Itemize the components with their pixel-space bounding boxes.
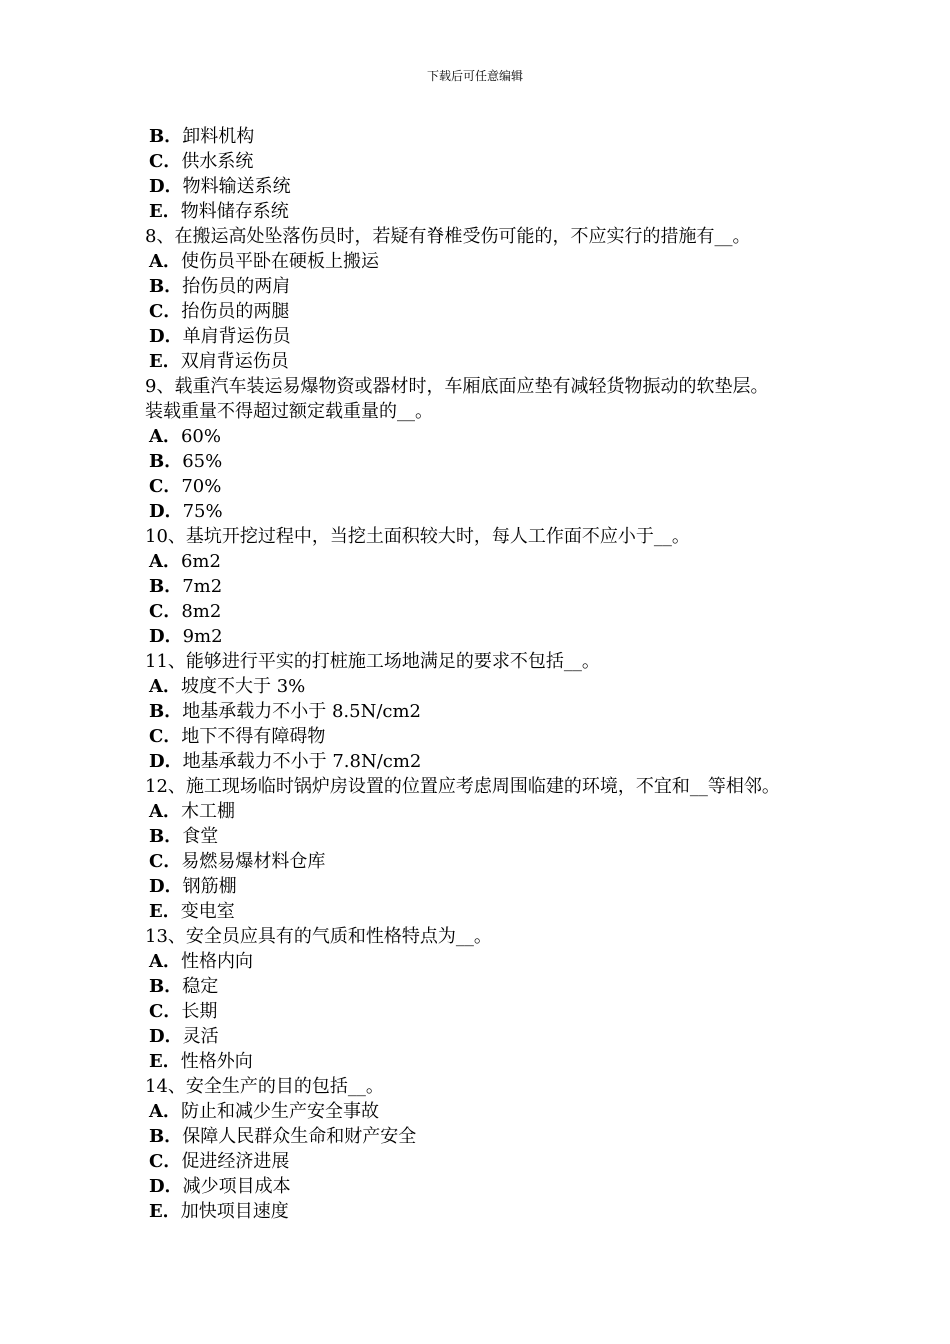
answer-option — [145, 1124, 845, 1149]
answer-option — [145, 1049, 845, 1074]
answer-option — [145, 874, 845, 899]
option-letter: C． — [149, 851, 182, 872]
option-letter: D． — [149, 326, 183, 347]
option-text: 8m2 — [181, 601, 222, 622]
answer-option — [145, 149, 845, 174]
answer-option — [145, 549, 845, 574]
answer-option — [145, 1174, 845, 1199]
option-text: 地基承载力不小于 8.5N/cm2 — [182, 701, 421, 722]
option-letter: E． — [149, 901, 181, 922]
question-text: 装载重量不得超过额定载重量的__。 — [145, 401, 433, 422]
option-letter: E． — [149, 1051, 181, 1072]
option-letter: C． — [149, 1151, 182, 1172]
option-letter: B． — [149, 701, 183, 722]
answer-option — [145, 974, 845, 999]
option-letter: E． — [149, 351, 181, 372]
option-letter: D． — [149, 1026, 183, 1047]
answer-option — [145, 249, 845, 274]
answer-option — [145, 699, 845, 724]
answer-option — [145, 1149, 845, 1174]
option-text: 卸料机构 — [182, 126, 255, 147]
option-text: 灵活 — [182, 1026, 219, 1047]
answer-option — [145, 849, 845, 874]
option-text: 稳定 — [182, 976, 219, 997]
answer-option — [145, 499, 845, 524]
option-letter: B． — [149, 976, 183, 997]
answer-option — [145, 324, 845, 349]
option-letter: D． — [149, 501, 183, 522]
answer-option — [145, 474, 845, 499]
option-letter: C． — [149, 1001, 182, 1022]
option-letter: B． — [149, 126, 183, 147]
answer-option — [145, 749, 845, 774]
answer-option — [145, 574, 845, 599]
answer-option — [145, 1199, 845, 1224]
question-text: 12、施工现场临时锅炉房设置的位置应考虑周围临建的环境，不宜和__等相邻。 — [145, 776, 780, 797]
option-text: 坡度不大于 3% — [180, 676, 306, 697]
option-text: 减少项目成本 — [182, 1176, 291, 1197]
answer-option — [145, 899, 845, 924]
option-text: 物料储存系统 — [180, 201, 289, 222]
option-text: 抬伤员的两腿 — [181, 301, 290, 322]
option-text: 60% — [180, 426, 221, 447]
option-text: 食堂 — [182, 826, 219, 847]
answer-option — [145, 424, 845, 449]
option-text: 保障人民群众生命和财产安全 — [182, 1126, 417, 1147]
option-letter: E． — [149, 201, 181, 222]
option-letter: A． — [149, 951, 181, 972]
option-letter: C． — [149, 151, 182, 172]
question-text: 10、基坑开挖过程中，当挖土面积较大时，每人工作面不应小于__。 — [145, 526, 690, 547]
option-text: 70% — [181, 476, 222, 497]
answer-option — [145, 299, 845, 324]
answer-option — [145, 624, 845, 649]
answer-option — [145, 124, 845, 149]
option-text: 加快项目速度 — [180, 1201, 289, 1222]
option-text: 地下不得有障碍物 — [181, 726, 326, 747]
option-text: 促进经济进展 — [181, 1151, 290, 1172]
option-text: 单肩背运伤员 — [182, 326, 291, 347]
option-text: 供水系统 — [181, 151, 254, 172]
option-letter: E． — [149, 1201, 181, 1222]
option-text: 钢筋棚 — [182, 876, 237, 897]
option-letter: D． — [149, 751, 183, 772]
answer-option — [145, 949, 845, 974]
page-header: 下载后可任意编辑 — [426, 69, 523, 83]
option-text: 易燃易爆材料仓库 — [181, 851, 326, 872]
answer-option — [145, 449, 845, 474]
option-letter: C． — [149, 301, 182, 322]
option-letter: C． — [149, 726, 182, 747]
question-text: 13、安全员应具有的气质和性格特点为__。 — [145, 926, 492, 947]
answer-option — [145, 274, 845, 299]
option-letter: B． — [149, 276, 183, 297]
option-text: 性格内向 — [180, 951, 253, 972]
answer-option — [145, 724, 845, 749]
option-letter: A． — [149, 551, 181, 572]
option-letter: A． — [149, 426, 181, 447]
option-letter: D． — [149, 176, 183, 197]
option-text: 6m2 — [180, 551, 221, 572]
question-text: 8、在搬运高处坠落伤员时，若疑有脊椎受伤可能的，不应实行的措施有__。 — [145, 226, 751, 247]
option-text: 防止和减少生产安全事故 — [180, 1101, 379, 1122]
option-text: 性格外向 — [180, 1051, 253, 1072]
option-letter: B． — [149, 576, 183, 597]
option-letter: C． — [149, 601, 182, 622]
option-text: 抬伤员的两肩 — [182, 276, 291, 297]
option-letter: C． — [149, 476, 182, 497]
answer-option — [145, 599, 845, 624]
option-letter: A． — [149, 1101, 181, 1122]
option-text: 物料输送系统 — [182, 176, 291, 197]
question-text: 9、载重汽车装运易爆物资或器材时，车厢底面应垫有减轻货物振动的软垫层。 — [145, 376, 769, 397]
option-letter: A． — [149, 801, 181, 822]
answer-option — [145, 999, 845, 1024]
option-text: 9m2 — [182, 626, 223, 647]
answer-option — [145, 1024, 845, 1049]
option-letter: B． — [149, 826, 183, 847]
answer-option — [145, 1099, 845, 1124]
option-letter: A． — [149, 251, 181, 272]
option-text: 7m2 — [182, 576, 223, 597]
option-text: 木工棚 — [180, 801, 235, 822]
option-text: 双肩背运伤员 — [180, 351, 289, 372]
option-text: 使伤员平卧在硬板上搬运 — [180, 251, 379, 272]
answer-option — [145, 349, 845, 374]
question-text: 11、能够进行平实的打桩施工场地满足的要求不包括__。 — [145, 651, 600, 672]
document-body — [145, 124, 845, 1224]
option-text: 变电室 — [180, 901, 235, 922]
option-text: 75% — [182, 501, 223, 522]
answer-option — [145, 674, 845, 699]
option-letter: B． — [149, 1126, 183, 1147]
answer-option — [145, 799, 845, 824]
option-letter: D． — [149, 1176, 183, 1197]
answer-option — [145, 199, 845, 224]
option-text: 65% — [182, 451, 223, 472]
option-letter: A． — [149, 676, 181, 697]
option-letter: D． — [149, 626, 183, 647]
option-letter: B． — [149, 451, 183, 472]
option-letter: D． — [149, 876, 183, 897]
answer-option — [145, 824, 845, 849]
option-text: 长期 — [181, 1001, 218, 1022]
option-text: 地基承载力不小于 7.8N/cm2 — [182, 751, 422, 772]
answer-option — [145, 174, 845, 199]
question-text: 14、安全生产的目的包括__。 — [145, 1076, 384, 1097]
